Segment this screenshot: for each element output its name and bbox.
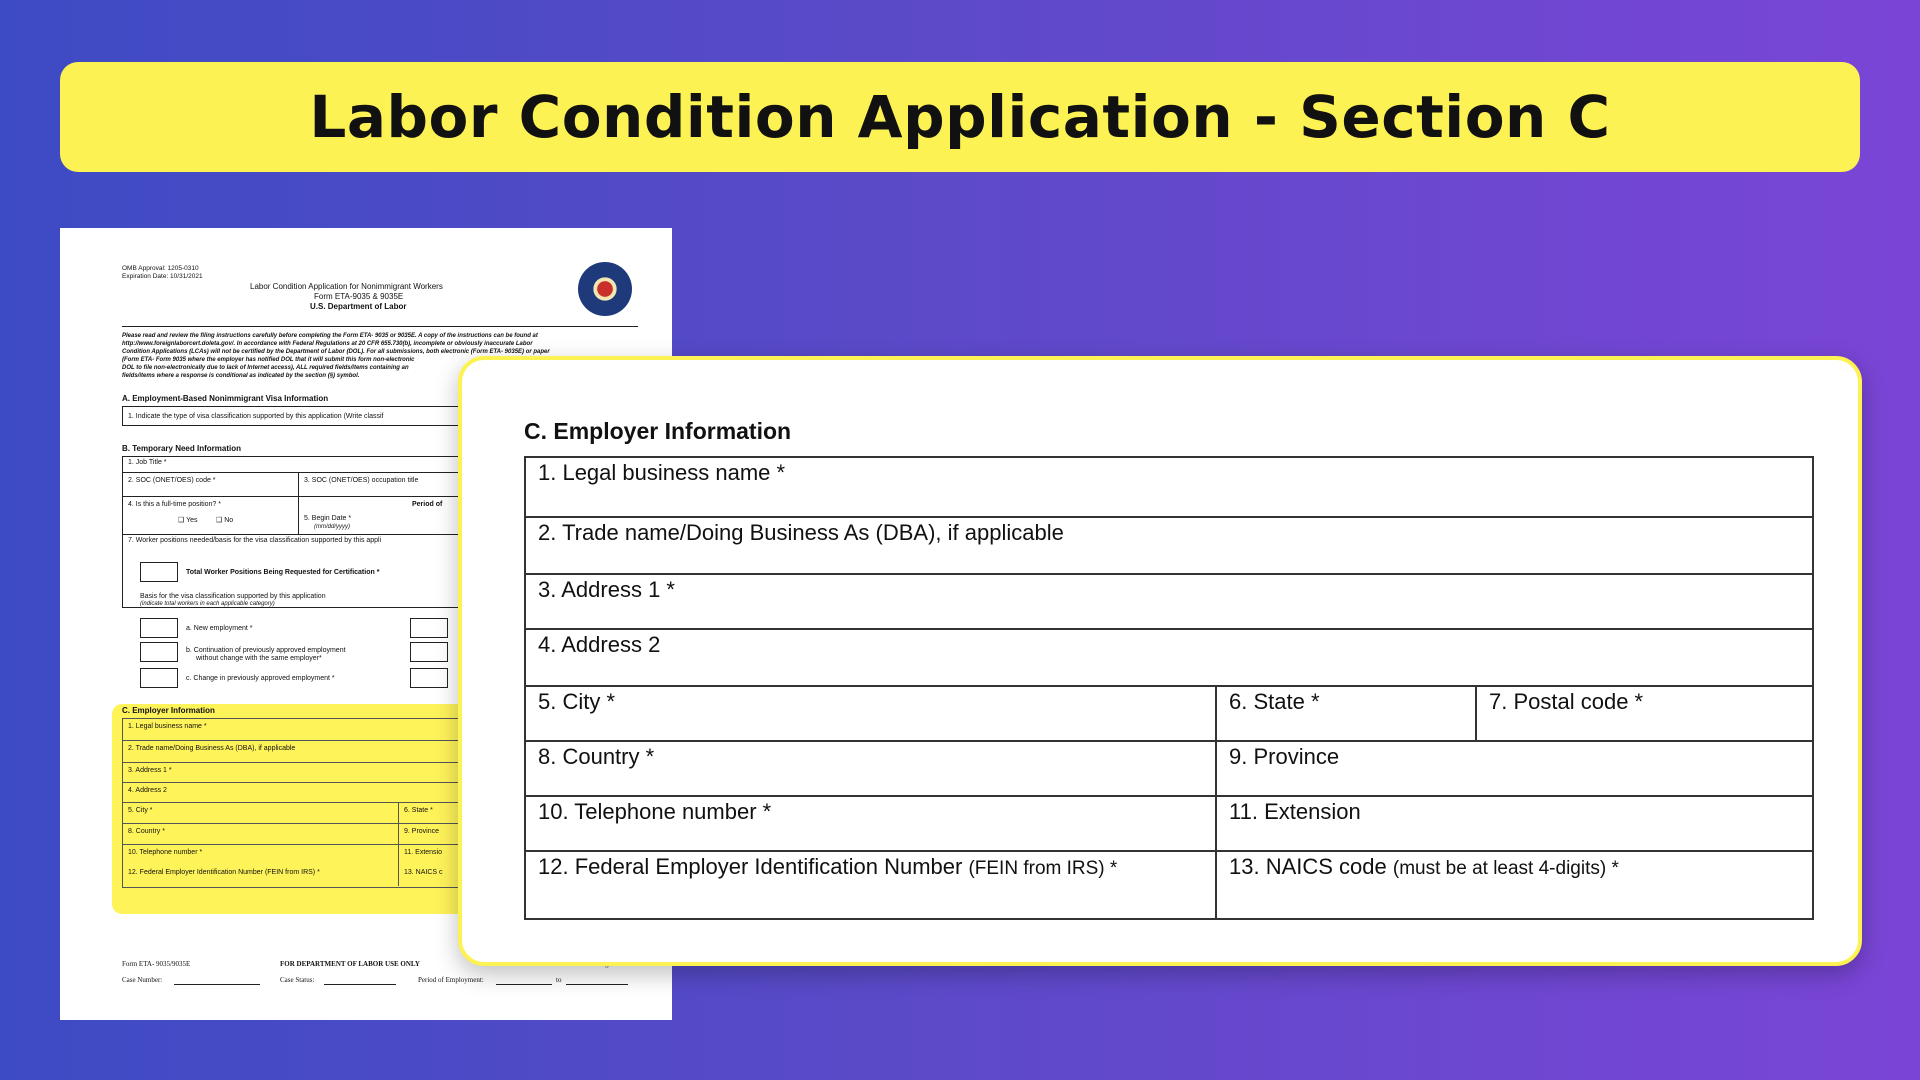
yes-option: ❑ Yes <box>178 517 198 524</box>
footer-dol-use: FOR DEPARTMENT OF LABOR USE ONLY <box>280 960 420 968</box>
country-label: 8. Country * <box>538 744 655 769</box>
basis-b-label-1: b. Continuation of previously approved employment <box>186 647 346 654</box>
title-banner <box>60 62 1860 172</box>
basis-b-label-2: without change with the same employer* <box>196 655 322 662</box>
row-address-1 <box>524 573 1814 628</box>
c12-label: 12. Federal Employer Identification Number (FEIN from IRS) * <box>128 869 320 876</box>
section-c-heading: C. Employer Information <box>122 706 215 715</box>
city-label: 5. City * <box>538 689 616 714</box>
telephone-field[interactable] <box>526 797 1215 850</box>
total-positions-box <box>140 562 178 582</box>
naics-field[interactable] <box>1215 852 1812 918</box>
b4-label: 4. Is this a full-time position? * <box>128 501 221 508</box>
row-country-province <box>524 740 1814 795</box>
case-number-label: Case Number: <box>122 976 163 984</box>
banner-title: Labor Condition Application - Section C <box>309 83 1611 151</box>
row-fein-naics <box>524 850 1814 920</box>
city-field[interactable] <box>526 687 1215 740</box>
section-c-title: C. Employer Information <box>524 418 792 444</box>
form-title-1: Labor Condition Application for Nonimmigrant Workers <box>250 282 443 291</box>
case-status-label: Case Status: <box>280 976 315 984</box>
extension-label: 11. Extension <box>1229 799 1361 824</box>
c9-label: 9. Province <box>404 828 440 835</box>
row-address-2 <box>524 628 1814 685</box>
fein-label: 12. Federal Employer Identification Number <box>538 854 963 879</box>
section-b-heading: B. Temporary Need Information <box>122 444 241 453</box>
b5-sublabel: (mm/dd/yyyy) <box>314 524 350 530</box>
instructions-line-3: Condition Applications (LCAs) will not be certified by the Department of Labor (DOL). For all submissions, both electronic (Form ETA- 9035E) or paper <box>122 349 550 355</box>
instructions-line-5: DOL to file non-electronically due to lack of Internet access), ALL required fields/items containing an <box>122 365 409 371</box>
basis-a-label: a. New employment * <box>186 625 253 632</box>
trade-name-field[interactable] <box>526 518 1812 573</box>
telephone-label: 10. Telephone number * <box>538 799 772 824</box>
c3-label: 3. Address 1 * <box>128 767 172 774</box>
trade-name-label: 2. Trade name/Doing Business As (DBA), if applicable <box>538 520 1064 545</box>
c13-label: 13. NAICS c <box>404 869 443 876</box>
address-1-label: 3. Address 1 * <box>538 577 675 602</box>
b5-label: 5. Begin Date * <box>304 515 352 522</box>
extension-field[interactable] <box>1215 797 1812 850</box>
expiration-date: Expiration Date: 10/31/2021 <box>122 273 203 280</box>
dol-seal-icon <box>578 262 632 316</box>
b1-label: 1. Job Title * <box>128 459 167 466</box>
row-legal-name <box>524 456 1814 516</box>
c2-label: 2. Trade name/Doing Business As (DBA), if applicable <box>128 745 296 752</box>
instructions-line-2: http://www.foreignlaborcert.doleta.gov/. In accordance with Federal Regulations at 20 CFR 655.730(b), incomplete or obviously inaccurate Labor <box>122 341 533 347</box>
form-title-3: U.S. Department of Labor <box>310 302 407 311</box>
b3-label: 3. SOC (ONET/OES) occupation title <box>304 477 419 484</box>
to-label: to <box>556 976 562 984</box>
row-trade-name <box>524 516 1814 573</box>
instructions-line-6: fields/items where a response is conditional as indicated by the section (§) symbol. <box>122 373 360 379</box>
c4-label: 4. Address 2 <box>128 787 167 794</box>
basis-sublabel: (indicate total workers in each applicable category) <box>140 601 275 607</box>
c8-label: 8. Country * <box>128 828 165 835</box>
section-a-heading: A. Employment-Based Nonimmigrant Visa Information <box>122 394 329 403</box>
postal-code-field[interactable] <box>1475 687 1812 740</box>
period-label: Period of <box>412 501 443 508</box>
address-2-label: 4. Address 2 <box>538 632 661 657</box>
omb-approval: OMB Approval: 1205-0310 <box>122 265 199 272</box>
fein-field[interactable] <box>526 852 1215 918</box>
section-c-zoom-card <box>458 356 1862 966</box>
legal-business-name-field[interactable] <box>526 458 1812 516</box>
c11-label: 11. Extensio <box>404 849 443 856</box>
state-label: 6. State * <box>1229 689 1320 714</box>
b2-label: 2. SOC (ONET/OES) code * <box>128 477 216 484</box>
fein-sublabel: (FEIN from IRS) * <box>968 858 1118 879</box>
c5-label: 5. City * <box>128 807 153 814</box>
employer-info-table <box>524 456 1814 920</box>
address-2-field[interactable] <box>526 630 1812 685</box>
divider <box>122 326 638 327</box>
no-option: ❑ No <box>216 517 234 524</box>
row-city-state-postal <box>524 685 1814 740</box>
a1-label: 1. Indicate the type of visa classification supported by this application (Write classif <box>128 413 384 420</box>
postal-code-label: 7. Postal code * <box>1489 689 1644 714</box>
basis-c-label: c. Change in previously approved employment * <box>186 675 335 682</box>
province-field[interactable] <box>1215 742 1812 795</box>
naics-sublabel: (must be at least 4-digits) * <box>1392 858 1619 879</box>
c6-label: 6. State * <box>404 807 433 814</box>
total-positions-label: Total Worker Positions Being Requested for Certification * <box>186 569 380 576</box>
instructions-line-4: (Form ETA- Form 9035 where the employer has notified DOL that it will submit this form non-electronic <box>122 357 415 363</box>
b7-label: 7. Worker positions needed/basis for the visa classification supported by this appli <box>128 537 382 544</box>
footer-form-id: Form ETA- 9035/9035E <box>122 960 191 968</box>
period-employment-label: Period of Employment: <box>418 976 484 984</box>
c1-label: 1. Legal business name * <box>128 723 207 730</box>
form-title-2: Form ETA-9035 & 9035E <box>314 292 404 301</box>
address-1-field[interactable] <box>526 575 1812 628</box>
naics-label: 13. NAICS code <box>1229 854 1387 879</box>
row-telephone-extension <box>524 795 1814 850</box>
country-field[interactable] <box>526 742 1215 795</box>
province-label: 9. Province <box>1229 744 1340 769</box>
instructions-line-1: Please read and review the filing instructions carefully before completing the Form ETA- 9035 or 9035E. A copy of the instructions can be found at <box>122 333 538 339</box>
state-field[interactable] <box>1215 687 1475 740</box>
basis-label: Basis for the visa classification supported by this application <box>140 593 326 600</box>
legal-business-name-label: 1. Legal business name * <box>538 460 786 485</box>
c10-label: 10. Telephone number * <box>128 849 203 856</box>
